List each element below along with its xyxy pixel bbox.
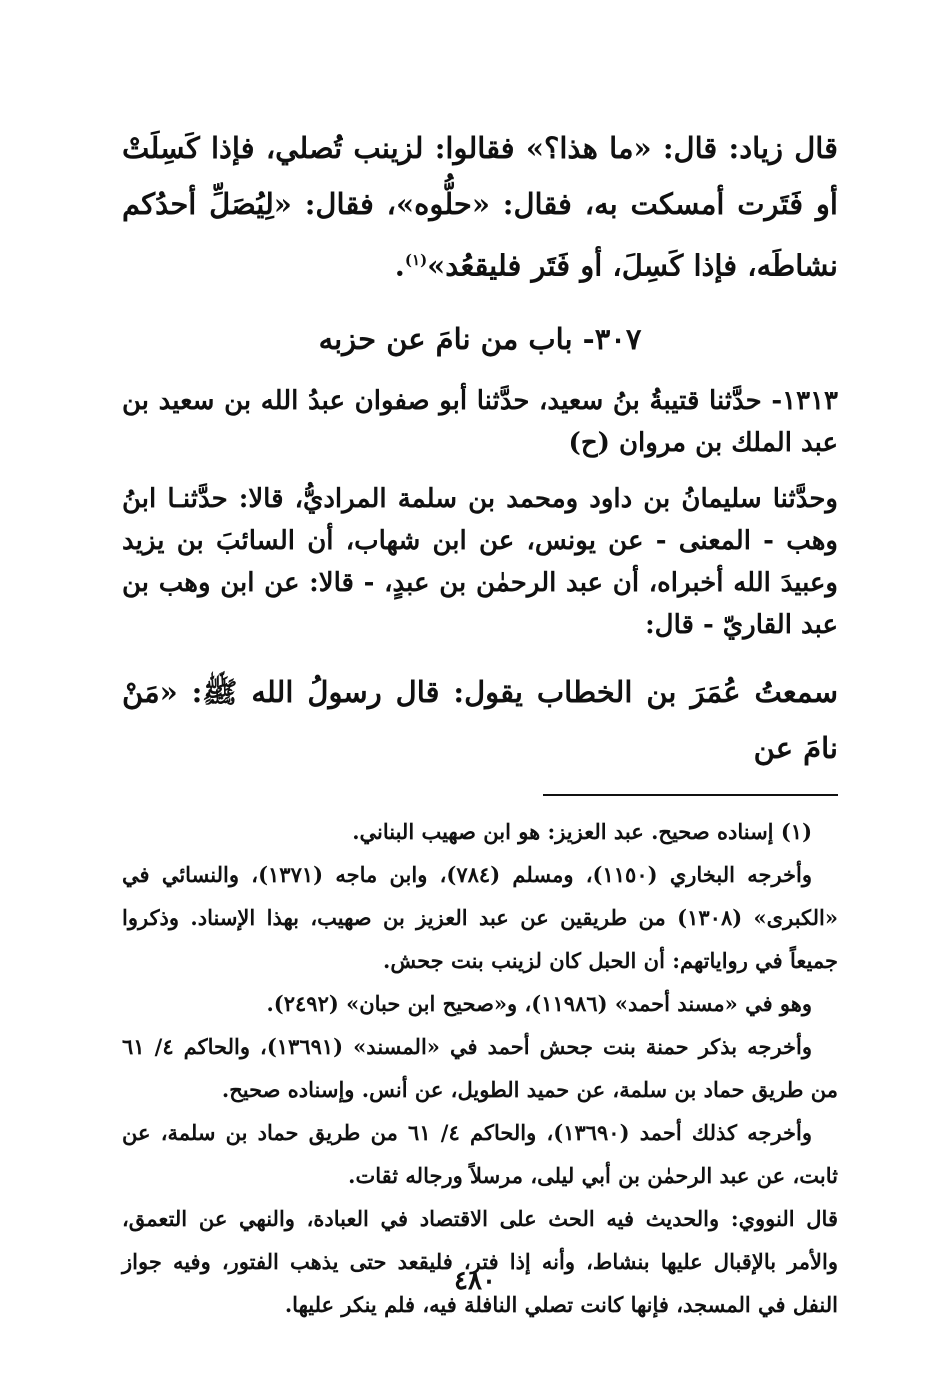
hadith-isnad-2: وحدَّثنا سليمانُ بن داود ومحمد بن سلمة المراديُّ، قالا: حدَّثنـا ابنُ وهب - المعنى - عن يونس، عن ابن شهاب، أن السائبَ بن يزيد وعبيدَ الله أخبراه، أن عبد الرحمٰن بن عبدٍ، - قالا: عن ابن وهب بن عبد القاريّ - قال:	[122, 483, 838, 640]
footnote-5: وأخرجه كذلك أحمد (١٣٦٩٠)، والحاكم ٤/ ٦١ من طريق حماد بن سلمة، عن ثابت، عن عبد الرحمٰن بن أبي ليلى، مرسلاً ورجاله ثقات.	[122, 1119, 838, 1188]
footnote-6: قال النووي: والحديث فيه الحث على الاقتصاد في العبادة، والنهي عن التعمق، والأمر بالإقبال عليها بنشاط، وأنه إذا فتر، فليقعد حتى يذهب الفتور، وفيه جواز النفل في المسجد، فإنها كانت تصلي النافلة فيه، فلم ينكر عليها.	[122, 1205, 838, 1317]
footnote-1: (١) إسناده صحيح. عبد العزيز: هو ابن صهيب البناني.	[352, 818, 812, 844]
footnote-separator	[543, 794, 838, 796]
hadith-matn-start: سمعتُ عُمَرَ بن الخطاب يقول: قال رسولُ الله ﷺ: «مَنْ نامَ عن	[122, 674, 838, 765]
page-content	[122, 120, 838, 1326]
hadith-isnad-1: ١٣١٣- حدَّثنا قتيبةُ بنُ سعيد، حدَّثنا أبو صفوان عبدُ الله بن سعيد بن عبد الملك بن مروان (ح)	[122, 385, 838, 458]
footnotes	[122, 810, 838, 1326]
footnote-3: وهو في «مسند أحمد» (١١٩٨٦)، و«صحيح ابن حبان» (٢٤٩٢).	[266, 990, 812, 1016]
footnote-2: وأخرجه البخاري (١١٥٠)، ومسلم (٧٨٤)، وابن ماجه (١٣٧١)، والنسائي في «الكبرى» (١٣٠٨) من طريقين عن عبد العزيز بن صهيب، بهذا الإسناد. وذكروا جميعاً في رواياتهم: أن الحبل كان لزينب بنت جحش.	[122, 861, 838, 973]
chapter-title: ٣٠٧- باب من نامَ عن حزبه	[318, 321, 642, 356]
hadith-continuation	[122, 120, 838, 294]
page-number: ٤٨٠	[454, 1266, 496, 1296]
footnote-4: وأخرجه بذكر حمنة بنت جحش أحمد في «المسند» (١٣٦٩١)، والحاكم ٤/ ٦١ من طريق حماد بن سلمة، عن حميد الطويل، عن أنس. وإسناده صحيح.	[122, 1033, 838, 1102]
hadith-continuation-text: قال زياد: قال: «ما هذا؟» فقالوا: لزينب تُصلي، فإذا كَسِلَتْ أو فَتَرت أمسكت به، فقال: «حلُّوه»، فقال: «لِيُصَلِّ أحدُكم نشاطَه، فإذا كَسِلَ، أو فَتَر فليقعُد»	[122, 131, 838, 283]
footnote-marker: (١)	[404, 251, 428, 269]
main-text	[122, 120, 838, 776]
hadith-end-punctuation: .	[394, 248, 405, 283]
